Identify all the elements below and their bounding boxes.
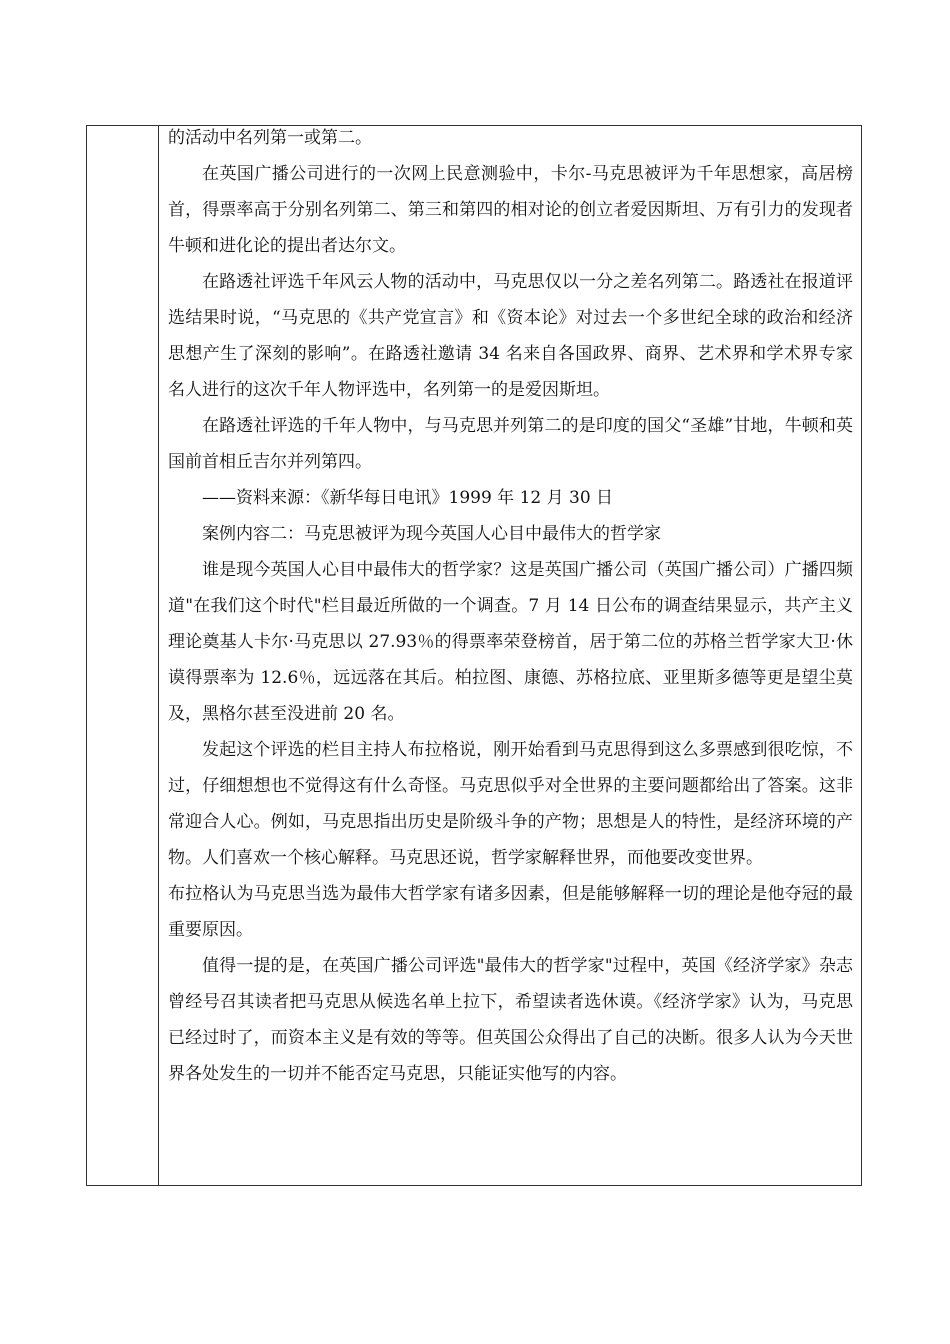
paragraph-2: 在英国广播公司进行的一次网上民意测验中，卡尔-马克思被评为千年思想家，高居榜首，得票率高于分别名列第二、第三和第四的相对论的创立者爱因斯坦、万有引力的发现者牛顿和进化论的提出者达尔文。 [168, 164, 853, 256]
document-table [86, 125, 862, 1186]
table-content-cell [159, 126, 861, 1185]
paragraph-9: 布拉格认为马克思当选为最伟大哲学家有诸多因素，但是能够解释一切的理论是他夺冠的最重要原因。 [168, 884, 853, 940]
paragraph-8: 发起这个评选的栏目主持人布拉格说，刚开始看到马克思得到这么多票感到很吃惊，不过，仔细想想也不觉得这有什么奇怪。马克思似乎对全世界的主要问题都给出了答案。这非常迎合人心。例如，马克思指出历史是阶级斗争的产物；思想是人的特性，是经济环境的产物。人们喜欢一个核心解释。马克思还说，哲学家解释世界，而他要改变世界。 [168, 740, 853, 868]
paragraph-1: 的活动中名列第一或第二。 [168, 128, 372, 148]
paragraph-7: 谁是现今英国人心目中最伟大的哲学家？这是英国广播公司（英国广播公司）广播四频道"在我们这个时代"栏目最近所做的一个调查。7 月 14 日公布的调查结果显示，共产主义理论奠基人卡尔·马克思以 27.93％的得票率荣登榜首，居于第二位的苏格兰哲学家大卫·休谟得票率为 12.6％，远远落在其后。柏拉图、康德、苏格拉底、亚里斯多德等更是望尘莫及，黑格尔甚至没进前 20 名。 [168, 560, 853, 724]
table-left-column [87, 126, 159, 1185]
source-citation: ——资料来源：《新华每日电讯》1999 年 12 月 30 日 [202, 488, 614, 508]
paragraph-10: 值得一提的是，在英国广播公司评选"最伟大的哲学家"过程中，英国《经济学家》杂志曾经号召其读者把马克思从候选名单上拉下，希望读者选休谟。《经济学家》认为，马克思已经过时了，而资本主义是有效的等等。但英国公众得出了自己的决断。很多人认为今天世界各处发生的一切并不能否定马克思，只能证实他写的内容。 [168, 956, 853, 1084]
paragraph-4: 在路透社评选的千年人物中，与马克思并列第二的是印度的国父“圣雄”甘地，牛顿和英国前首相丘吉尔并列第四。 [168, 416, 853, 472]
case-heading: 案例内容二：马克思被评为现今英国人心目中最伟大的哲学家 [202, 524, 661, 544]
paragraph-3: 在路透社评选千年风云人物的活动中，马克思仅以一分之差名列第二。路透社在报道评选结果时说，“马克思的《共产党宣言》和《资本论》对过去一个多世纪全球的政治和经济思想产生了深刻的影响”。在路透社邀请 34 名来自各国政界、商界、艺术界和学术界专家名人进行的这次千年人物评选中，名列第一的是爱因斯坦。 [168, 272, 853, 400]
